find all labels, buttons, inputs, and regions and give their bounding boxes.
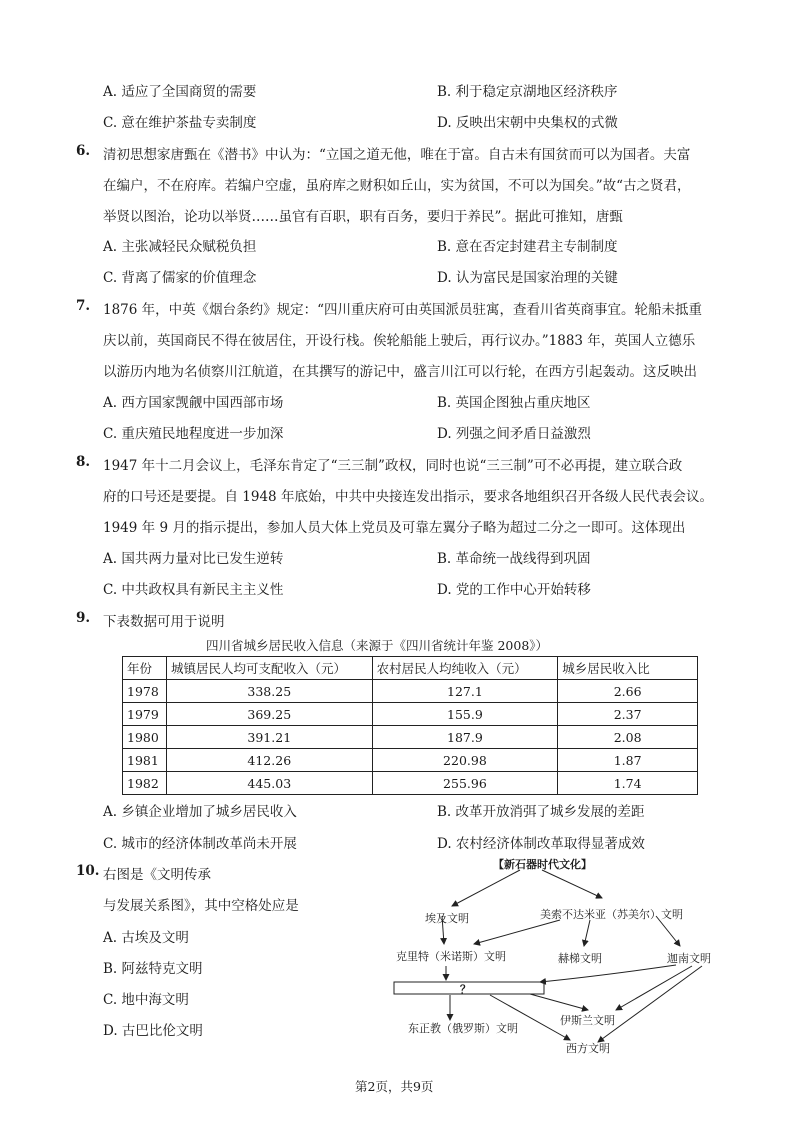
q7-stem-line: 庆以前，英国商民不得在彼居住，开设行栈。俟轮船能上驶后，再行议办。”1883 年，英国人立德乐 bbox=[103, 333, 696, 349]
table-row bbox=[123, 726, 698, 749]
q7-option-b: B. 英国企图独占重庆地区 bbox=[437, 395, 591, 411]
income-table bbox=[122, 656, 698, 795]
q6-option-d: D. 认为富民是国家治理的关键 bbox=[437, 270, 618, 286]
q5-option-a: A. 适应了全国商贸的需要 bbox=[103, 84, 257, 100]
cell-year: 1982 bbox=[123, 772, 167, 795]
column-header: 年份 bbox=[123, 657, 167, 680]
table-row bbox=[123, 680, 698, 703]
q5-option-c: C. 意在维护茶盐专卖制度 bbox=[103, 115, 257, 131]
q7-option-c: C. 重庆殖民地程度进一步加深 bbox=[103, 426, 284, 442]
cell-year: 1978 bbox=[123, 680, 167, 703]
q8-option-c: C. 中共政权具有新民主主义性 bbox=[103, 582, 284, 598]
q7-stem-line: 以游历内地为名侦察川江航道，在其撰写的游记中，盛言川江可以行轮，在西方引起轰动。这反映出 bbox=[103, 364, 697, 380]
diagram-node-mesopotamia: 美索不达米亚（苏美尔）文明 bbox=[540, 908, 683, 921]
q9-number: 9. bbox=[76, 610, 91, 626]
q9-stem: 下表数据可用于说明 bbox=[103, 614, 225, 630]
cell-ratio: 2.08 bbox=[558, 726, 698, 749]
q10-number: 10. bbox=[76, 863, 100, 879]
cell-ratio: 2.37 bbox=[558, 703, 698, 726]
diagram-node-orthodox: 东正教（俄罗斯）文明 bbox=[408, 1022, 518, 1035]
cell-urban-income: 412.26 bbox=[166, 749, 372, 772]
q10-stem: 右图是《文明传承 bbox=[103, 867, 211, 883]
q6-option-a: A. 主张减轻民众赋税负担 bbox=[103, 239, 257, 255]
q8-option-d: D. 党的工作中心开始转移 bbox=[437, 582, 591, 598]
column-header: 城镇居民人均可支配收入（元） bbox=[166, 657, 372, 680]
cell-urban-income: 391.21 bbox=[166, 726, 372, 749]
diagram-blank-box: ？ bbox=[460, 983, 471, 996]
q6-stem-line: 在编户，不在府库。若编户空虚，虽府库之财积如丘山，实为贫国，不可以为国矣。”故“古之贤君， bbox=[103, 178, 691, 194]
column-header: 城乡居民收入比 bbox=[558, 657, 698, 680]
cell-ratio: 1.74 bbox=[558, 772, 698, 795]
diagram-node-islam: 伊斯兰文明 bbox=[560, 1014, 615, 1027]
q7-number: 7. bbox=[76, 298, 91, 314]
table-title: 四川省城乡居民收入信息（来源于《四川省统计年鉴 2008》） bbox=[206, 638, 549, 653]
q6-number: 6. bbox=[76, 143, 91, 159]
cell-year: 1979 bbox=[123, 703, 167, 726]
q10-option-a: A. 古埃及文明 bbox=[103, 930, 189, 946]
q9-option-c: C. 城市的经济体制改革尚未开展 bbox=[103, 836, 297, 852]
cell-year: 1981 bbox=[123, 749, 167, 772]
q7-option-a: A. 西方国家觊觎中国西部市场 bbox=[103, 395, 284, 411]
diagram-node-crete: 克里特（米诺斯）文明 bbox=[396, 950, 506, 963]
q5-option-d: D. 反映出宋朝中央集权的式微 bbox=[437, 115, 618, 131]
diagram-node-egypt: 埃及文明 bbox=[425, 912, 469, 925]
q10-option-d: D. 古巴比伦文明 bbox=[103, 1023, 203, 1039]
q8-option-b: B. 革命统一战线得到巩固 bbox=[437, 551, 591, 567]
q10-stem: 与发展关系图》，其中空格处应是 bbox=[103, 898, 299, 914]
diagram-node-canaan: 迦南文明 bbox=[667, 952, 711, 965]
q6-stem-line: 清初思想家唐甄在《潜书》中认为：“立国之道无他，唯在于富。自古未有国贫而可以为国者。夫富 bbox=[103, 147, 691, 163]
table-row bbox=[123, 749, 698, 772]
cell-rural-income: 220.98 bbox=[372, 749, 558, 772]
q6-option-b: B. 意在否定封建君主专制制度 bbox=[437, 239, 618, 255]
table-header-row bbox=[123, 657, 698, 680]
cell-rural-income: 155.9 bbox=[372, 703, 558, 726]
q8-stem-line: 府的口号还是要提。自 1948 年底始，中共中央接连发出指示，要求各地组织召开各级人民代表会议。 bbox=[103, 489, 713, 505]
diagram-node-west: 西方文明 bbox=[566, 1042, 610, 1055]
cell-rural-income: 127.1 bbox=[372, 680, 558, 703]
cell-year: 1980 bbox=[123, 726, 167, 749]
q9-option-d: D. 农村经济体制改革取得显著成效 bbox=[437, 836, 645, 852]
q8-stem-line: 1947 年十二月会议上，毛泽东肯定了“三三制”政权，同时也说“三三制”可不必再提，建立联合政 bbox=[103, 458, 683, 474]
column-header: 农村居民人均纯收入（元） bbox=[372, 657, 558, 680]
table-row bbox=[123, 703, 698, 726]
page-footer: 第2页，共9页 bbox=[355, 1079, 434, 1094]
cell-ratio: 2.66 bbox=[558, 680, 698, 703]
cell-rural-income: 187.9 bbox=[372, 726, 558, 749]
table-row bbox=[123, 772, 698, 795]
q5-option-b: B. 利于稳定京湖地区经济秩序 bbox=[437, 84, 618, 100]
cell-urban-income: 445.03 bbox=[166, 772, 372, 795]
q8-option-a: A. 国共两力量对比已发生逆转 bbox=[103, 551, 284, 567]
q10-option-b: B. 阿兹特克文明 bbox=[103, 961, 203, 977]
q8-number: 8. bbox=[76, 454, 91, 470]
cell-rural-income: 255.96 bbox=[372, 772, 558, 795]
cell-urban-income: 338.25 bbox=[166, 680, 372, 703]
cell-ratio: 1.87 bbox=[558, 749, 698, 772]
q6-option-c: C. 背离了儒家的价值理念 bbox=[103, 270, 257, 286]
diagram-node-neolithic: 【新石器时代文化】 bbox=[493, 858, 592, 871]
q6-stem-line: 举贤以图治，论功以举贤……虽官有百职，职有百务，要归于养民”。据此可推知，唐甄 bbox=[103, 209, 623, 225]
q10-option-c: C. 地中海文明 bbox=[103, 992, 189, 1008]
q7-stem-line: 1876 年，中英《烟台条约》规定：“四川重庆府可由英国派员驻寓，查看川省英商事宜。轮船未抵重 bbox=[103, 302, 703, 318]
q9-option-b: B. 改革开放消弭了城乡发展的差距 bbox=[437, 804, 645, 820]
q7-option-d: D. 列强之间矛盾日益激烈 bbox=[437, 426, 591, 442]
cell-urban-income: 369.25 bbox=[166, 703, 372, 726]
diagram-node-hittite: 赫梯文明 bbox=[558, 952, 602, 965]
q9-option-a: A. 乡镇企业增加了城乡居民收入 bbox=[103, 804, 297, 820]
q8-stem-line: 1949 年 9 月的指示提出，参加人员大体上党员及可靠左翼分子略为超过二分之一即可。这体现出 bbox=[103, 520, 686, 536]
